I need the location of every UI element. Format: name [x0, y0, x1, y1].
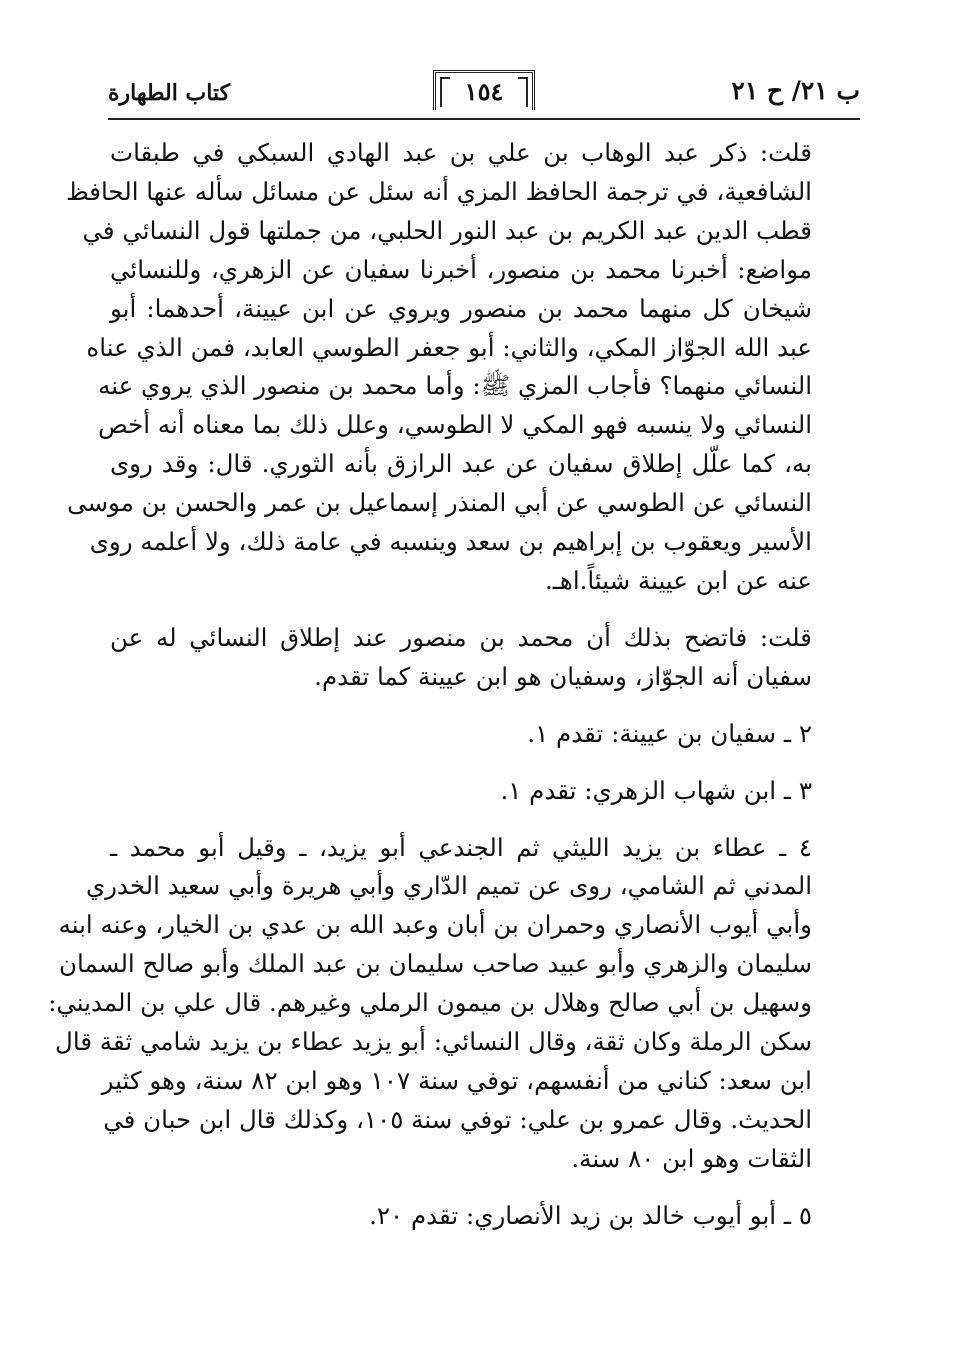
page-header: [108, 62, 860, 122]
narrator-item-2: ٢ ـ سفيان بن عيينة: تقدم ١.: [527, 718, 812, 748]
text-line: عبد الله الجوّاز المكي، والثاني: أبو جعفر الطوسي العابد، فمن الذي عناه: [86, 332, 812, 362]
text-line: وسهيل بن أبي صالح وهلال بن ميمون الرملي وغيرهم. قال علي بن المديني:: [48, 988, 812, 1018]
text-line: ابن سعد: كناني من أنفسهم، توفي سنة ١٠٧ وهو ابن ٨٢ سنة، وهو كثير: [101, 1065, 812, 1095]
text-line: سليمان والزهري وأبو عبيد صاحب سليمان بن عبد الملك وأبو صالح السمان: [58, 949, 812, 979]
header-divider: [108, 118, 860, 120]
text-line: النسائي ولا ينسبه فهو المكي لا الطوسي، وعلل ذلك بما معناه أنه أخص: [98, 410, 812, 440]
text-line: الحديث. وقال عمرو بن علي: توفي سنة ١٠٥، وكذلك قال ابن حبان في: [103, 1104, 812, 1134]
paragraph-sobki-note: [66, 134, 860, 601]
text-line: سكن الرملة وكان ثقة، وقال النسائي: أبو يزيد عطاء بن يزيد شامي ثقة قال: [55, 1027, 812, 1057]
paragraph-conclusion: [110, 619, 860, 697]
text-line: قلت: فاتضح بذلك أن محمد بن منصور عند إطلاق النسائي له عن: [110, 622, 812, 652]
page-number-frame: [433, 70, 535, 110]
text-line: مواضع: أخبرنا محمد بن منصور، أخبرنا سفيان عن الزهري، وللنسائي: [110, 254, 812, 284]
page-body: [48, 134, 860, 1254]
text-line: الأسير ويعقوب بن إبراهيم بن سعد وينسبه في عامة ذلك، ولا أعلمه روى: [89, 527, 812, 557]
text-line: الشافعية، في ترجمة الحافظ المزي أنه سئل عن مسائل سأله عنها الحافظ: [66, 176, 812, 206]
text-line: النسائي عن الطوسي عن أبي المنذر إسماعيل بن عمر والحسن بن موسى: [67, 488, 812, 518]
narrator-item-3: ٣ ـ ابن شهاب الزهري: تقدم ١.: [500, 775, 812, 805]
narrator-item-4: [48, 829, 860, 1179]
text-line: عنه عن ابن عيينة شيئاً.اهـ.: [544, 565, 812, 595]
text-line: الثقات وهو ابن ٨٠ سنة.: [571, 1143, 812, 1173]
book-title: كتاب الطهارة: [108, 80, 231, 106]
narrator-item-5: ٥ ـ أبو أيوب خالد بن زيد الأنصاري: تقدم ٢٠.: [369, 1200, 812, 1230]
text-line: النسائي منهما؟ فأجاب المزي ﷺ: وأما محمد بن منصور الذي يروي عنه: [98, 371, 812, 401]
text-line: ٤ ـ عطاء بن يزيد الليثي ثم الجندعي أبو يزيد، ـ وقيل أبو محمد ـ: [110, 832, 812, 862]
text-line: وأبي أيوب الأنصاري وحمران بن أبان وعبد الله بن عدي بن الخيار، وعنه ابنه: [58, 910, 812, 940]
text-line: قلت: ذكر عبد الوهاب بن علي بن عبد الهادي السبكي في طبقات: [110, 138, 812, 167]
page-number: ١٥٤: [464, 77, 504, 106]
text-line: سفيان أنه الجوّاز، وسفيان هو ابن عيينة كما تقدم.: [314, 661, 812, 691]
text-line: به، كما علّل إطلاق سفيان عن عبد الرازق بأنه الثوري. قال: وقد روى: [110, 449, 812, 479]
text-line: شيخان كل منهما محمد بن منصور ويروي عن ابن عيينة، أحدهما: أبو: [110, 293, 812, 323]
text-line: قطب الدين عبد الكريم بن عبد النور الحلبي، من جملتها قول النسائي في: [82, 215, 812, 245]
text-line: المدني ثم الشامي، روى عن تميم الدّاري وأبي هريرة وأبي سعيد الخدري: [85, 871, 812, 901]
chapter-reference: ب ٢١/ ح ٢١: [731, 76, 860, 105]
